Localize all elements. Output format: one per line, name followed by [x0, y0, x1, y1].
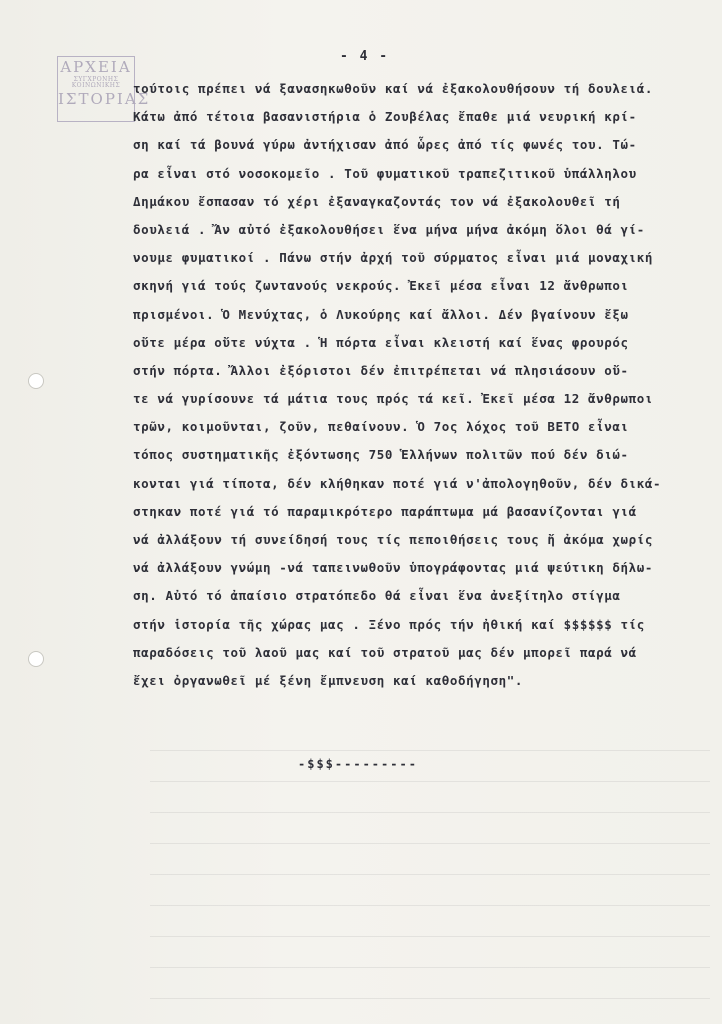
text-line: οὔτε μέρα οὔτε νύχτα . Ἡ πόρτα εἶναι κλειστή καί ἕνας φρουρός	[133, 334, 629, 350]
show-through-text	[150, 730, 710, 1010]
text-line: νά ἀλλάξουν γνώμη -νά ταπεινωθοῦν ὑπογράφοντας μιά ψεύτικη δήλω-	[133, 560, 654, 576]
separator-line: -$$$---------	[298, 757, 418, 771]
text-line: κονται γιά τίποτα, δέν κλήθηκαν ποτέ γιά ν'ἀπολογηθοῦν, δέν δικά-	[133, 475, 662, 491]
stamp-line: ΑΡΧΕΙΑ	[60, 58, 132, 76]
text-line: ἔχει ὀργανωθεῖ μέ ξένη ἔμπνευση καί καθοδήγηση".	[133, 672, 524, 688]
text-line: ση καί τά βουνά γύρω ἀντήχισαν ἀπό ὧρες ἀπό τίς φωνές του. Τώ-	[133, 137, 637, 153]
page-number: - 4 -	[340, 49, 390, 64]
stamp-line: ΣΥΓΧΡΟΝΗΣ	[73, 76, 119, 83]
text-line: στήν ἱστορία τῆς χώρας μας . Ξένο πρός τήν ἠθική καί $$$$$$ τίς	[133, 616, 645, 632]
typewritten-body	[133, 75, 713, 695]
text-line: σκηνή γιά τούς ζωντανούς νεκρούς. Ἐκεῖ μέσα εἶναι 12 ἄνθρωποι	[133, 278, 629, 294]
text-line: Δημάκου ἔσπασαν τό χέρι ἐξαναγκαζοντάς τον νά ἐξακολουθεῖ τή	[133, 193, 621, 209]
stamp-line: ΚΟΙΝΩΝΙΚΗΣ	[71, 82, 121, 89]
text-line: ρα εἶναι στό νοσοκομεῖο . Τοῦ φυματικοῦ τραπεζιτικοῦ ὑπάλληλου	[133, 165, 637, 181]
stamp-line: ΙΣΤΟΡΙΑΣ	[58, 90, 151, 108]
text-line: νουμε φυματικοί . Πάνω στήν ἀρχή τοῦ σύρματος εἶναι μιά μοναχική	[133, 250, 654, 266]
text-line: νά ἀλλάξουν τή συνείδησή τους τίς πεποιθήσεις τους ἤ ἀκόμα χωρίς	[133, 532, 654, 547]
text-line: παραδόσεις τοῦ λαοῦ μας καί τοῦ στρατοῦ μας δέν μπορεῖ παρά νά	[133, 644, 637, 660]
text-line: στήν πόρτα. Ἄλλοι ἐξόριστοι δέν ἐπιτρέπεται νά πλησιάσουν οὔ-	[133, 362, 629, 378]
text-line: ση. Αὐτό τό ἀπαίσιο στρατόπεδο θά εἶναι ἕνα ἀνεξίτηλο στίγμα	[133, 588, 621, 604]
text-line: Κάτω ἀπό τέτοια βασανιστήρια ὁ Ζουβέλας ἔπαθε μιά νευρική κρί-	[133, 109, 637, 125]
text-line: πρισμένοι. Ὁ Μενύχτας, ὁ Λυκούρης καί ἄλλοι. Δέν βγαίνουν ἔξω	[133, 306, 629, 322]
text-line: τόπος συστηματικῆς ἐξόντωσης 750 Ἑλλήνων πολιτῶν πού δέν διώ-	[133, 447, 629, 463]
text-line: τε νά γυρίσουνε τά μάτια τους πρός τά κεῖ. Ἐκεῖ μέσα 12 ἄνθρωποι	[133, 391, 654, 407]
text-line: τρῶν, κοιμοῦνται, ζοῦν, πεθαίνουν. Ὁ 7ος λόχος τοῦ ΒΕΤΟ εἶναι	[133, 419, 629, 435]
punch-hole-bottom	[28, 651, 44, 667]
text-line: δουλειά . Ἄν αὐτό ἐξακολουθήσει ἕνα μήνα μήνα ἀκόμη ὅλοι θά γί-	[133, 221, 645, 237]
text-line: τούτοις πρέπει νά ξανασηκωθοῦν καί νά ἐξακολουθήσουν τή δουλειά.	[133, 81, 654, 96]
text-line: στηκαν ποτέ γιά τό παραμικρότερο παράπτωμα μά βασανίζονται γιά	[133, 503, 637, 519]
archive-stamp	[57, 56, 151, 122]
punch-hole-top	[28, 373, 44, 389]
